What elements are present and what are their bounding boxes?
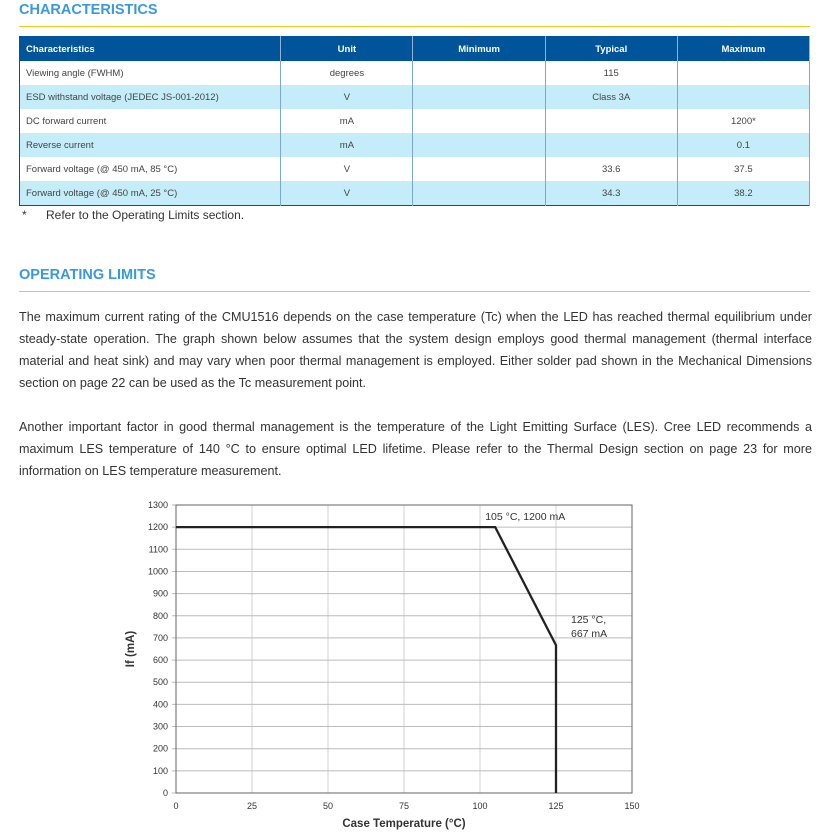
paragraph: Another important factor in good thermal management is the temperature of the Light Emitting Surface (LES). Cree LED recommends a maximum LES temperature of 140 °C to ensure optimal LED lifetime. Please refer to the Thermal Design section on page 23 for more information on LES temperature measurement. bbox=[19, 420, 812, 478]
table-cell: V bbox=[281, 85, 413, 109]
table-cell: Forward voltage (@ 450 mA, 25 °C) bbox=[20, 181, 281, 206]
y-tick-label: 1000 bbox=[147, 566, 168, 577]
y-tick-label: 800 bbox=[152, 610, 168, 621]
table-cell: 38.2 bbox=[677, 181, 809, 206]
annotation: 125 °C, bbox=[571, 614, 607, 627]
x-tick-label: 125 bbox=[548, 801, 564, 811]
y-tick-label: 400 bbox=[152, 699, 168, 710]
annotation: 105 °C, 1200 mA bbox=[485, 511, 566, 524]
table-cell: Viewing angle (FWHM) bbox=[20, 61, 281, 85]
x-tick-label: 50 bbox=[322, 801, 334, 811]
x-tick-label: 100 bbox=[472, 801, 488, 811]
table-cell: 1200* bbox=[677, 109, 809, 133]
table-cell: V bbox=[281, 157, 413, 181]
x-axis-label: Case Temperature (°C) bbox=[342, 818, 466, 830]
characteristics-heading: CHARACTERISTICS bbox=[19, 2, 158, 18]
footnote: Refer to the Operating Limits section. bbox=[46, 208, 245, 222]
y-tick-label: 200 bbox=[152, 743, 168, 754]
y-tick-label: 1200 bbox=[147, 522, 168, 533]
column-header: Characteristics bbox=[20, 37, 281, 62]
table-cell: 0.1 bbox=[677, 133, 809, 157]
table-cell: mA bbox=[281, 109, 413, 133]
y-tick-label: 300 bbox=[152, 721, 168, 732]
x-tick-label: 0 bbox=[173, 801, 179, 811]
y-tick-label: 0 bbox=[162, 788, 168, 798]
table-cell: degrees bbox=[281, 61, 413, 85]
column-header: Unit bbox=[281, 37, 413, 62]
y-tick-label: 1300 bbox=[147, 500, 168, 510]
x-tick-label: 25 bbox=[246, 801, 258, 811]
table-cell: ESD withstand voltage (JEDEC JS-001-2012) bbox=[20, 85, 281, 109]
annotation: 667 mA bbox=[571, 628, 608, 641]
note-marker: * bbox=[22, 208, 27, 222]
y-tick-label: 100 bbox=[152, 765, 168, 776]
table-cell: 115 bbox=[545, 61, 677, 85]
y-tick-label: 1100 bbox=[148, 544, 168, 555]
x-tick-label: 75 bbox=[398, 801, 410, 811]
table-cell: 37.5 bbox=[677, 157, 809, 181]
table-cell: mA bbox=[281, 133, 413, 157]
operating-limits-heading: OPERATING LIMITS bbox=[19, 267, 156, 283]
table-cell: 33.6 bbox=[545, 157, 677, 181]
column-header: Maximum bbox=[677, 37, 809, 62]
table-cell: V bbox=[281, 181, 413, 206]
table-cell: Forward voltage (@ 450 mA, 85 °C) bbox=[20, 157, 281, 181]
table-cell: Class 3A bbox=[545, 85, 677, 109]
table-cell: Reverse current bbox=[20, 133, 281, 157]
y-tick-label: 700 bbox=[152, 632, 168, 643]
column-header: Typical bbox=[545, 37, 677, 62]
y-axis-label: If (mA) bbox=[125, 630, 137, 668]
table-cell: 34.3 bbox=[545, 181, 677, 206]
x-tick-label: 150 bbox=[624, 801, 640, 811]
column-header: Minimum bbox=[413, 37, 545, 62]
y-tick-label: 500 bbox=[152, 677, 168, 688]
table-cell: DC forward current bbox=[20, 109, 281, 133]
y-tick-label: 600 bbox=[152, 655, 168, 666]
y-tick-label: 900 bbox=[152, 588, 168, 599]
paragraph: The maximum current rating of the CMU1516 depends on the case temperature (Tc) when the LED has reached thermal equilibrium under steady-state operation. The graph shown below assumes that the system design employs good thermal management (thermal interface material and heat sink) and may vary when poor thermal management is employed. Either solder pad shown in the Mechanical Dimensions section on page 22 can be used as the Tc measurement point. bbox=[19, 310, 812, 390]
